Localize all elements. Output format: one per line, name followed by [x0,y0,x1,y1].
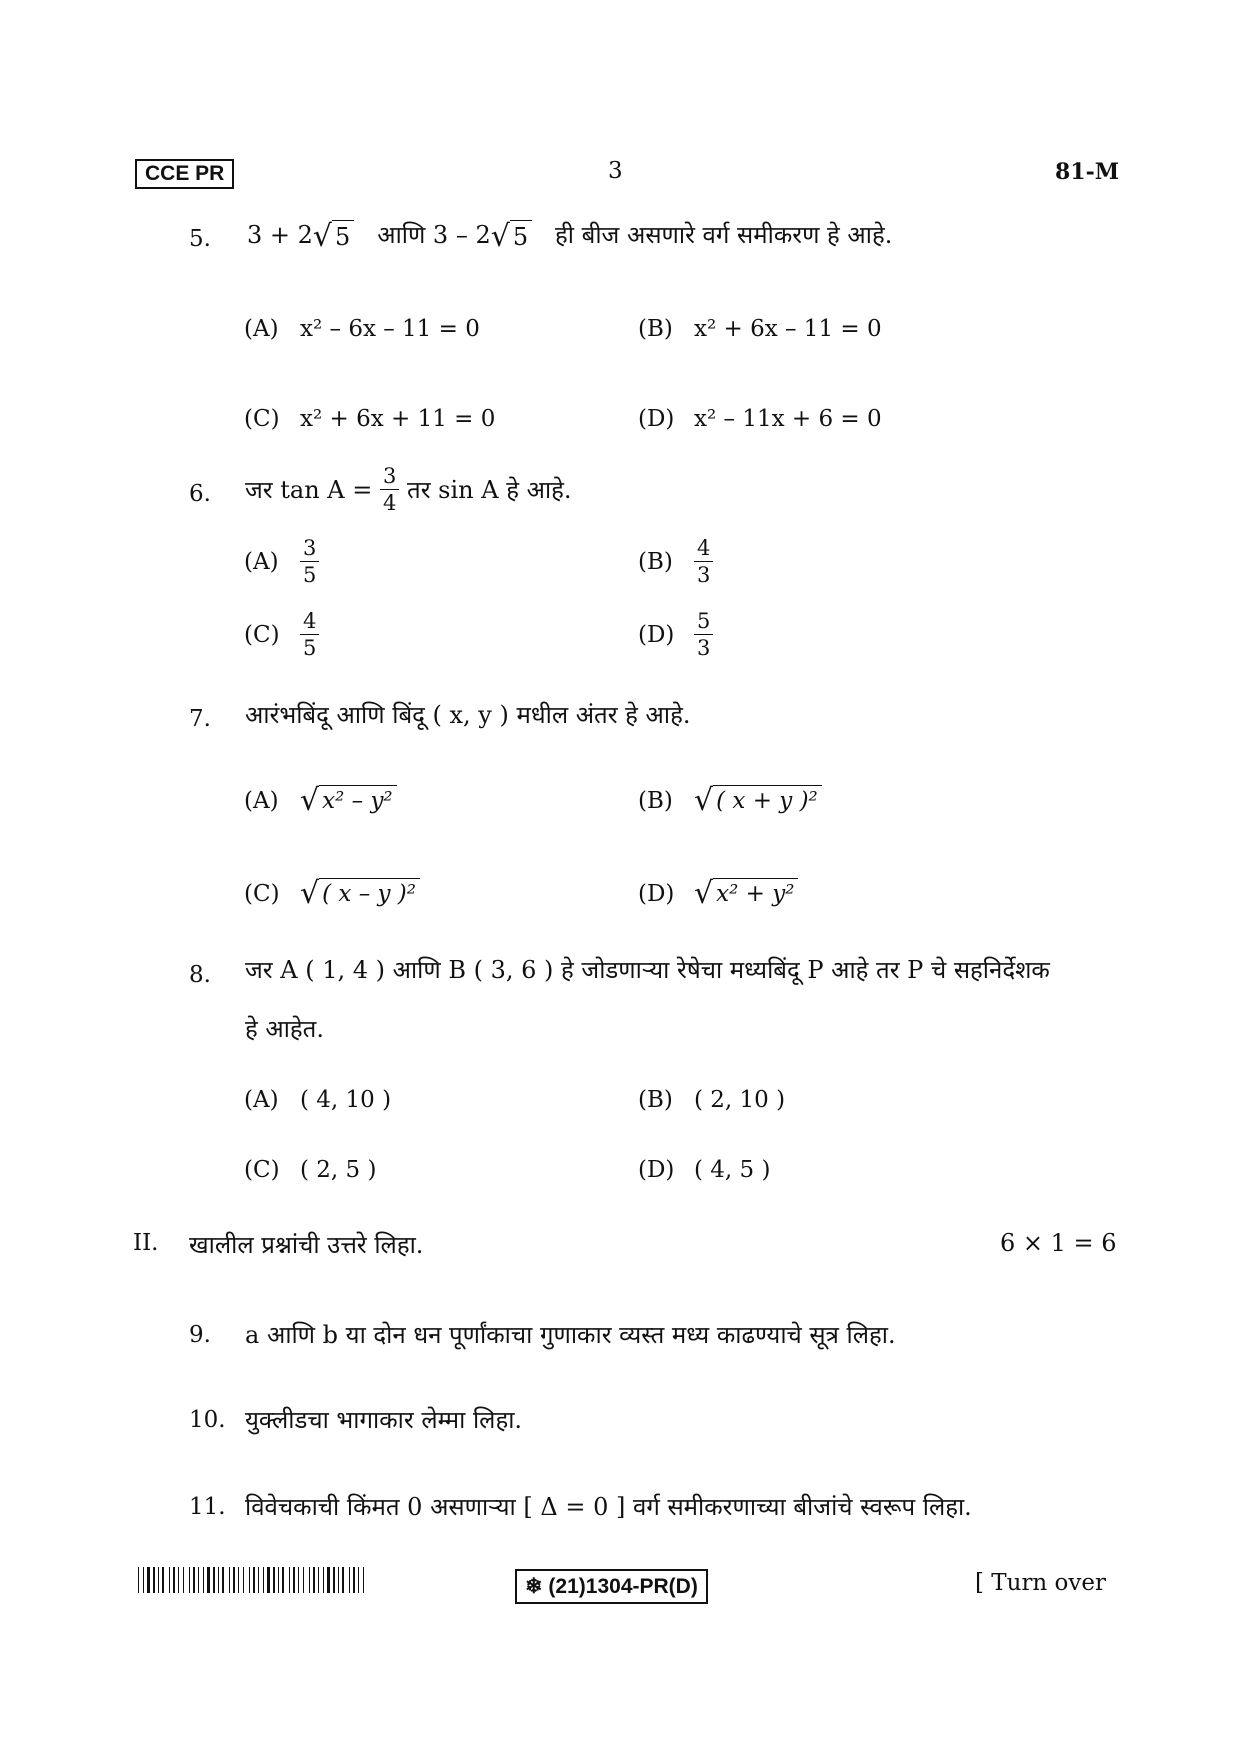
question-5-text [247,218,892,254]
question-number: 9. [189,1322,211,1348]
barcode [138,1567,368,1593]
section-marks: 6 × 1 = 6 [1000,1229,1117,1257]
page-number: 3 [608,158,623,184]
paper-type-box: CCE PR [135,159,234,189]
turn-over-label: [ Turn over [975,1570,1107,1596]
question-10-text: युक्लीडचा भागाकार लेम्मा लिहा. [245,1406,523,1434]
question-11-text: विवेचकाची किंमत 0 असणाऱ्या [ Δ = 0 ] वर्ग समीकरणाच्या बीजांचे स्वरूप लिहा. [245,1493,972,1521]
question-9-text: a आणि b या दोन धन पूर्णांकाचा गुणाकार व्यस्त मध्य काढण्याचे सूत्र लिहा. [245,1321,896,1349]
option: (B) x² + 6x – 11 = 0 [638,316,882,342]
option: (C) ( 2, 5 ) [244,1157,377,1183]
option: (D) ( 4, 5 ) [638,1157,771,1183]
option: (B) ( 2, 10 ) [638,1087,786,1113]
option: (C) √ ( x – y )² [244,876,420,911]
question-8-text-line1: जर A ( 1, 4 ) आणि B ( 3, 6 ) हे जोडणाऱ्या रेषेचा मध्यबिंदू P आहे तर P चे सहनिर्देशक [245,956,1050,984]
question-number: 7. [189,706,211,732]
fraction: $\frac{3}{4}$ [380,463,399,516]
question-number: 10. [189,1407,226,1433]
question-7-text: आरंभबिंदू आणि बिंदू ( x, y ) मधील अंतर हे आहे. [245,701,691,729]
option: (A) x² – 6x – 11 = 0 [244,316,480,342]
q5-root-b: आणि 3 – 2 [377,221,491,249]
q5-root-a: 3 + 2 [247,221,313,249]
option: (D) √ x² + y² [638,876,798,911]
sqrt-symbol: √ 5 [491,219,532,254]
question-number: 8. [189,962,211,988]
sqrt-symbol: √ 5 [313,219,354,254]
option: (A) $\frac{3}{5}$ [244,535,319,588]
question-number: 11. [189,1494,226,1520]
section-title: खालील प्रश्नांची उत्तरे लिहा. [189,1231,424,1259]
option: (D) $\frac{5}{3}$ [638,608,713,661]
q5-suffix: ही बीज असणारे वर्ग समीकरण हे आहे. [555,221,893,249]
question-number: 6. [189,481,211,507]
question-8-text-line2: हे आहेत. [245,1015,324,1043]
option: (C) $\frac{4}{5}$ [244,608,319,661]
section-number: II. [133,1230,159,1256]
option: (D) x² – 11x + 6 = 0 [638,406,882,432]
paper-code: 81-M [1055,159,1120,185]
option: (B) √ ( x + y )² [638,783,822,818]
question-number: 5. [189,226,211,252]
option: (A) √ x² – y² [244,783,397,818]
option: (C) x² + 6x + 11 = 0 [244,406,496,432]
question-6-text: जर tan A = $\frac{3}{4}$ तर sin A हे आहे. [245,464,572,515]
option: (A) ( 4, 10 ) [244,1087,392,1113]
footer-code-box: ❄ (21)1304-PR(D) [515,1569,708,1604]
option: (B) $\frac{4}{3}$ [638,535,713,588]
